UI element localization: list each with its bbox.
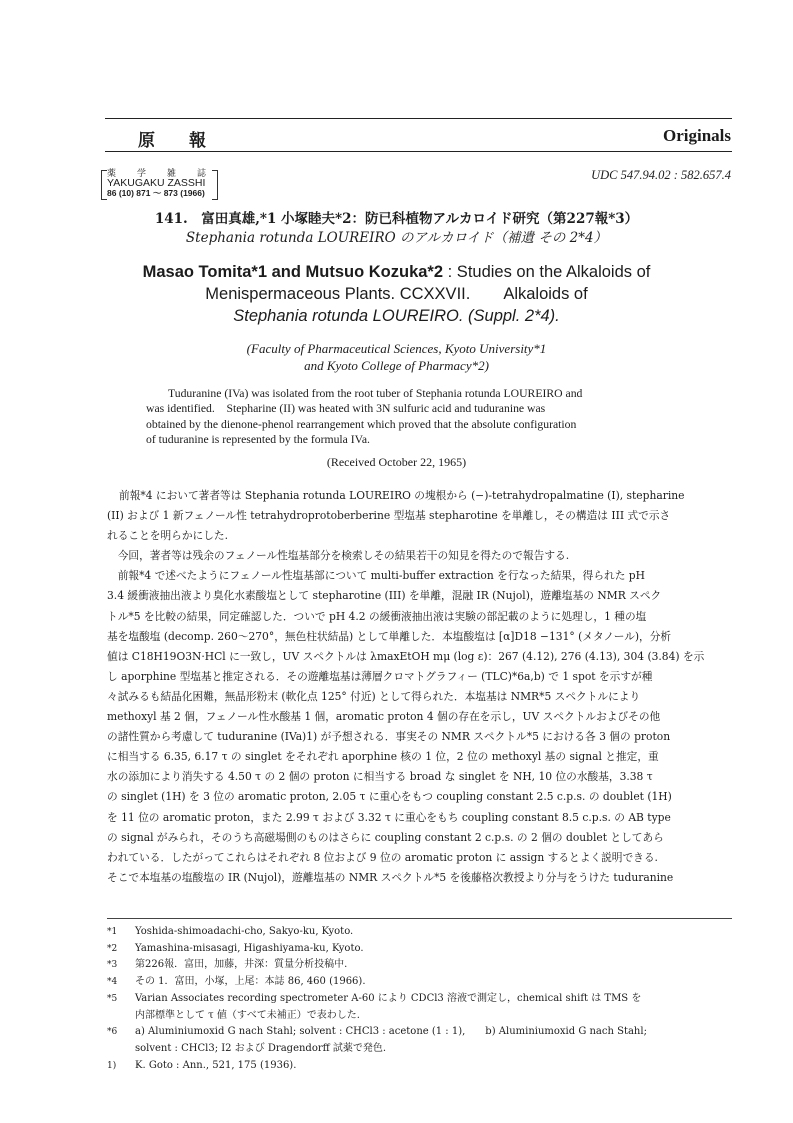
body-line: われている．したがってこれらはそれぞれ 8 位および 9 位の aromatic proton に assign するとよく説明できる. bbox=[107, 850, 658, 864]
section-label-jp: 原 報 bbox=[138, 131, 206, 150]
journal-name-en: YAKUGAKU ZASSHI bbox=[107, 177, 206, 189]
abstract-line: Tuduranine (IVa) was isolated from the root tuber of Stephania rotunda LOUREIRO and bbox=[168, 387, 583, 400]
body-line: そこで本塩基の塩酸塩の IR (Nujol)，遊離塩基の NMR スペクトル*5 を後藤格次教授より分与をうけた tuduranine bbox=[107, 870, 674, 884]
body-line: 前報*4 において著者等は Stephania rotunda LOUREIRO の塊根から (−)-tetrahydropalmatine (I), stepharine bbox=[119, 489, 685, 502]
affiliation-line2: and Kyoto College of Pharmacy*2) bbox=[304, 358, 489, 373]
bracket-left bbox=[101, 170, 107, 200]
section-label-en: Originals bbox=[662, 126, 731, 145]
title-jp-line1: 141. 富田真雄,*1 小塚睦夫*2：防已科植物アルカロイド研究（第227報*3） bbox=[154, 211, 639, 227]
abstract bbox=[146, 386, 694, 447]
title-en-line3: Stephania rotunda LOUREIRO. (Suppl. 2*4). bbox=[233, 307, 560, 325]
body-line: し aporphine 型塩基と推定される．その遊離塩基は薄層クロマトグラフィー (TLC)*6a,b) で 1 spot を示すが種 bbox=[107, 669, 653, 683]
body-line: の signal がみられ，そのうち高磁場側のものはさらに coupling constant 2 c.p.s. の 2 個の doublet としてあら bbox=[107, 830, 664, 844]
journal-citation bbox=[107, 168, 212, 198]
footnote-mark: *3 bbox=[107, 960, 118, 971]
body-line: の singlet (1H) を 3 位の aromatic proton, 2.05 τ に重心をもつ coupling constant 2.5 c.p.s. の doublet (1H) bbox=[107, 790, 672, 804]
reference-mark: 1) bbox=[107, 1060, 117, 1071]
title-jp-line2: Stephania rotunda LOUREIRO のアルカロイド（補遺 その 2*4） bbox=[185, 230, 608, 246]
footnote-mark: *5 bbox=[107, 993, 118, 1004]
title-en-line2: Menispermaceous Plants. CCXXVII. Alkaloids of bbox=[205, 285, 588, 303]
body-text bbox=[107, 486, 732, 888]
body-line: (II) および 1 新フェノール性 tetrahydroprotoberberine 型塩基 stepharotine を単離し，その構造は III 式で示さ bbox=[107, 509, 671, 523]
udc-code: UDC 547.94.02 : 582.657.4 bbox=[591, 168, 731, 182]
affiliation-line1: (Faculty of Pharmaceutical Sciences, Kyoto University*1 bbox=[246, 341, 547, 356]
title-en bbox=[0, 261, 793, 327]
footnote bbox=[107, 924, 732, 941]
body-line: 前報*4 で述べたようにフェノール性塩基部について multi-buffer extraction を行なった結果，得られた pH bbox=[107, 569, 645, 583]
footnote-text: Varian Associates recording spectrometer A-60 により CDCl3 溶液で測定し，chemical shift は TMS を bbox=[135, 992, 642, 1004]
body-line: トル*5 を比較の結果，同定確認した．ついで pH 4.2 の緩衝液抽出液は実験の部記載のように処理し，1 種の塩 bbox=[107, 609, 647, 623]
footnote-continuation: 内部標準として τ 値（すべて未補正）で表わした. bbox=[135, 1009, 360, 1021]
footnote-text: 第226報．富田，加藤，井深：質量分析投稿中. bbox=[135, 959, 348, 971]
footnote bbox=[107, 1024, 732, 1041]
abstract-line: obtained by the dienone-phenol rearrangement which proved that the absolute configuration bbox=[146, 417, 577, 431]
footnote bbox=[107, 991, 732, 1008]
body-line: れることを明らかにした. bbox=[107, 529, 228, 543]
title-en-line1 bbox=[0, 261, 793, 283]
header-rule-top bbox=[105, 118, 732, 119]
received-date: (Received October 22, 1965) bbox=[326, 455, 467, 469]
footnote-mark: *6 bbox=[107, 1027, 118, 1038]
body-line: 基を塩酸塩 (decomp. 260～270°，無色柱状結晶) として単離した．本塩酸塩は [α]D18 −131° (メタノール)，分析 bbox=[107, 629, 672, 643]
footnote-text: Yamashina-misasagi, Higashiyama-ku, Kyoto. bbox=[135, 942, 364, 954]
footnote-mark: *2 bbox=[107, 943, 118, 954]
reference-text: K. Goto : Ann., 521, 175 (1936). bbox=[135, 1059, 297, 1071]
footnote-text: その 1．富田，小塚，上尾：本誌 86, 460 (1966). bbox=[135, 976, 366, 988]
body-line: methoxyl 基 2 個，フェノール性水酸基 1 個，aromatic proton 4 個の存在を示し，UV スペクトルおよびその他 bbox=[107, 710, 661, 724]
journal-volume: 86 (10) 871 ～ 873 (1966) bbox=[107, 188, 205, 198]
body-line: 今回，著者等は残余のフェノール性塩基部分を検索しその結果若干の知見を得たので報告する. bbox=[107, 549, 570, 563]
footnote bbox=[107, 957, 732, 974]
footnote-text: a) Aluminiumoxid G nach Stahl; solvent : CHCl3 : acetone (1 : 1), b) Aluminiumoxid G nach Stahl; bbox=[135, 1026, 647, 1038]
body-line: の諸性質から考慮して tuduranine (IVa)1) が予想される．事実その NMR スペクトル*5 における各 3 個の proton bbox=[107, 730, 671, 744]
footnote-mark: *4 bbox=[107, 977, 118, 988]
reference bbox=[107, 1058, 732, 1075]
footnotes bbox=[107, 924, 732, 1074]
title-jp bbox=[0, 210, 793, 248]
footnote-continuation: solvent : CHCl3; I2 および Dragendorff 試薬で発色. bbox=[135, 1042, 387, 1054]
bracket-right bbox=[212, 170, 218, 200]
affiliation bbox=[0, 340, 793, 374]
footnote-mark: *1 bbox=[107, 927, 118, 937]
journal-name-jp: 薬 学 雑 誌 bbox=[107, 168, 213, 178]
title-en-line1-rest: : Studies on the Alkaloids of bbox=[447, 263, 651, 281]
abstract-line: was identified. Stepharine (II) was heated with 3N sulfuric acid and tuduranine was bbox=[146, 402, 546, 416]
header-rule-bottom bbox=[105, 151, 732, 152]
abstract-line: of tuduranine is represented by the formula IVa. bbox=[146, 432, 370, 446]
body-line: に相当する 6.35, 6.17 τ の singlet をそれぞれ aporphine 核の 1 位，2 位の methoxyl 基の signal と推定，重 bbox=[107, 750, 659, 764]
body-line: 値は C18H19O3N·HCl に一致し，UV スペクトルは λmaxEtOH mμ (log ε)：267 (4.12), 276 (4.13), 304 (3.84) を示 bbox=[107, 649, 705, 663]
footnote bbox=[107, 941, 732, 958]
footnote-text: Yoshida-shimoadachi-cho, Sakyo-ku, Kyoto. bbox=[135, 926, 354, 937]
title-en-authors: Masao Tomita*1 and Mutsuo Kozuka*2 bbox=[142, 263, 444, 281]
body-line: 々試みるも結晶化困難，無晶形粉末 (軟化点 125° 付近) として得られた．本塩基は NMR*5 スペクトルにより bbox=[107, 689, 641, 703]
body-line: を 11 位の aromatic proton，また 2.99 τ および 3.32 τ に重心をもち coupling constant 8.5 c.p.s. の AB type bbox=[107, 810, 671, 824]
body-line: 3.4 緩衝液抽出液より臭化水素酸塩として stepharotine (III) を単離，混融 IR (Nujol)，遊離塩基の NMR スペク bbox=[107, 589, 662, 603]
body-line: 水の添加により消失する 4.50 τ の 2 個の proton に相当する broad な singlet を NH, 10 位の水酸基，3.38 τ bbox=[107, 770, 653, 784]
footnote-rule bbox=[107, 918, 732, 919]
footnote bbox=[107, 974, 732, 991]
